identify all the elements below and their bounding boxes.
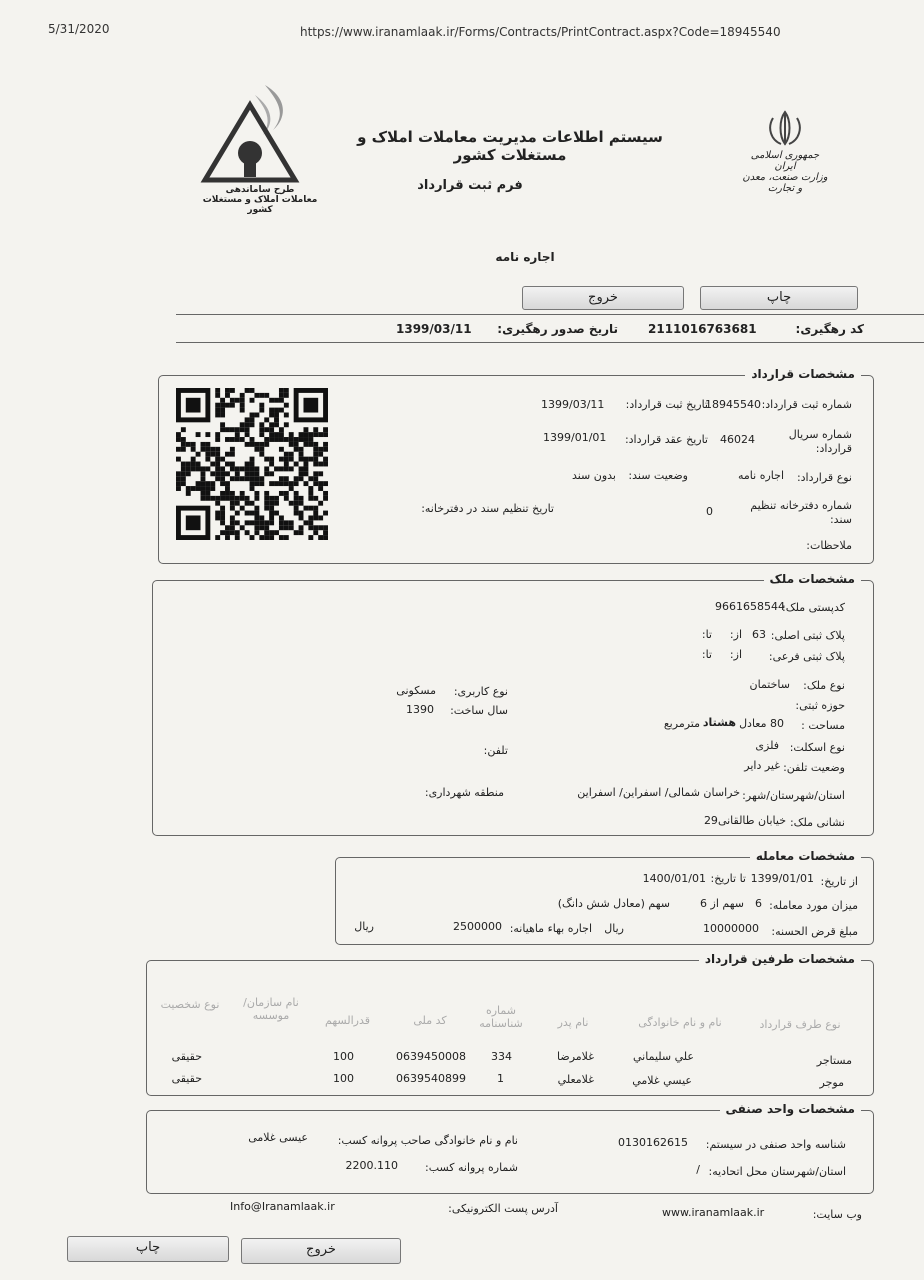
build-year-value: 1390 xyxy=(406,703,434,716)
print-button[interactable]: چاپ xyxy=(700,286,858,310)
main-plaque-value: 63 xyxy=(752,628,766,641)
header-share: قدرالسهم xyxy=(325,1014,370,1027)
sub-plaque-label: پلاک ثبتی فرعی: xyxy=(768,650,845,663)
to-date-label: تا تاریخ: xyxy=(710,872,746,885)
phone-label: تلفن: xyxy=(483,744,508,757)
office-label-2: سند: xyxy=(829,513,852,526)
row-2-father: غلامعلي xyxy=(557,1073,594,1086)
row-1-person-type: حقیقی xyxy=(171,1050,202,1063)
license-label: شماره پروانه کسب: xyxy=(424,1161,518,1174)
property-section-title: مشخصات ملک xyxy=(764,572,861,586)
deposit-value: 10000000 xyxy=(703,922,759,935)
deposit-label: مبلغ قرض الحسنه: xyxy=(771,925,858,938)
document-type: اجاره نامه xyxy=(495,250,555,264)
logo-text-1: طرح ساماندهی xyxy=(225,185,295,195)
city-value: خراسان شمالی/ اسفراین/ اسفراین xyxy=(577,786,740,799)
reg-no-value: 18945540 xyxy=(705,398,761,411)
contract-section-title: مشخصات قرارداد xyxy=(745,367,861,381)
agency-location-label: استان/شهرستان محل اتحادیه: xyxy=(708,1165,846,1178)
row-2-name: عيسي غلامي xyxy=(632,1074,692,1087)
header-national-code: کد ملی xyxy=(413,1014,447,1027)
row-1-id-no: 334 xyxy=(491,1050,512,1063)
share-label: میزان مورد معامله: xyxy=(769,899,858,912)
row-1-party-type: مستاجر xyxy=(816,1054,852,1067)
to-date-value: 1400/01/01 xyxy=(642,872,706,885)
postal-label: کدپستی ملک: xyxy=(782,601,845,614)
emblem-icon xyxy=(765,110,805,146)
tracking-date-label: تاریخ صدور رهگیری: xyxy=(497,322,618,336)
main-plaque-label: پلاک ثبتی اصلی: xyxy=(770,629,845,642)
city-label: استان/شهرستان/شهر: xyxy=(742,789,845,802)
area-value: 80 معادل xyxy=(739,717,784,730)
office-label-1: شماره دفترخانه تنظیم xyxy=(750,499,852,512)
postal-value: 9661658544 xyxy=(715,600,785,613)
system-title: سیستم اطلاعات مدیریت معاملات املاک و مستغلات کشور xyxy=(357,128,663,164)
email-value[interactable]: Info@Iranamlaak.ir xyxy=(230,1200,335,1213)
property-kind-value: ساختمان xyxy=(749,678,790,691)
sign-date-value: 1399/01/01 xyxy=(543,431,607,444)
area-words: هشتاد xyxy=(702,716,736,729)
sign-date-label: تاریخ عقد قرارداد: xyxy=(624,433,708,446)
emblem-text-1: جمهوری اسلامی ایران xyxy=(750,150,820,172)
phone-status-label: وضعیت تلفن: xyxy=(783,761,845,774)
sub-plaque-to-label: تا: xyxy=(701,648,712,661)
notes-label: ملاحظات: xyxy=(806,539,852,552)
owner-label: نام و نام خانوادگی صاحب پروانه کسب: xyxy=(337,1134,518,1147)
share-of: سهم از 6 xyxy=(700,897,744,910)
email-label: آدرس پست الکترونیکی: xyxy=(448,1202,558,1215)
doc-status-value: بدون سند xyxy=(571,469,616,482)
share-unit: سهم (معادل شش دانگ) xyxy=(557,897,670,910)
phone-status-value: غیر دایر xyxy=(744,759,780,772)
license-value: 2200.110 xyxy=(345,1159,398,1172)
office-date-label: تاریخ تنظیم سند در دفترخانه: xyxy=(421,502,554,515)
main-plaque-from-label: از: xyxy=(729,628,742,641)
area-label: مساحت : xyxy=(801,719,845,732)
zone-label: حوزه ثبتی: xyxy=(795,699,845,712)
rent-value: 2500000 xyxy=(453,920,502,933)
main-plaque-to-label: تا: xyxy=(701,628,712,641)
header-org-name: نام سازمان/ موسسه xyxy=(243,996,299,1022)
header-person-type: نوع شخصیت xyxy=(160,998,220,1011)
website-label: وب سایت: xyxy=(812,1208,862,1221)
emblem-text-2: وزارت صنعت، معدن و تجارت xyxy=(742,172,828,194)
property-kind-label: نوع ملک: xyxy=(803,679,845,692)
area-unit: مترمربع xyxy=(663,717,700,730)
row-2-id-no: 1 xyxy=(497,1072,504,1085)
row-2-person-type: حقیقی xyxy=(171,1072,202,1085)
form-title: فرم ثبت قرارداد xyxy=(417,178,523,193)
agency-section xyxy=(146,1102,874,1194)
serial-value: 46024 xyxy=(720,433,755,446)
header-party-type: نوع طرف قرارداد xyxy=(759,1018,841,1031)
skeleton-label: نوع اسکلت: xyxy=(789,741,845,754)
organization-logo xyxy=(195,75,325,215)
agency-section-title: مشخصات واحد صنفی xyxy=(720,1102,861,1116)
office-value: 0 xyxy=(706,505,713,518)
municipal-label: منطقه شهرداری: xyxy=(424,786,504,799)
address-value: خیابان طالقانی29 xyxy=(703,814,786,827)
header-father: نام پدر xyxy=(557,1016,589,1029)
agency-id-value: 0130162615 xyxy=(618,1136,688,1149)
header-id-no: شماره شناسنامه xyxy=(479,1004,523,1030)
agency-id-label: شناسه واحد صنفی در سیستم: xyxy=(705,1138,846,1151)
print-button-bottom[interactable]: چاپ xyxy=(67,1236,229,1262)
serial-label-1: شماره سریال xyxy=(788,428,852,441)
parties-section-title: مشخصات طرفین قرارداد xyxy=(699,952,861,966)
address-label: نشانی ملک: xyxy=(789,816,845,829)
exit-button[interactable]: خروج xyxy=(522,286,684,310)
rent-rial: ریال xyxy=(354,920,374,933)
build-year-label: سال ساخت: xyxy=(450,704,508,717)
row-1-national-code: 0639450008 xyxy=(396,1050,466,1063)
sub-plaque-from-label: از: xyxy=(729,648,742,661)
doc-status-label: وضعیت سند: xyxy=(628,469,688,482)
qr-code-icon xyxy=(175,388,329,540)
usage-value: مسکونی xyxy=(396,684,436,697)
usage-label: نوع کاربری: xyxy=(453,685,508,698)
deposit-rial: ریال xyxy=(604,922,624,935)
logo-text-2: معاملات املاک و مستغلات کشور xyxy=(202,195,318,215)
from-date-value: 1399/01/01 xyxy=(750,872,814,885)
rent-label: اجاره بهاء ماهیانه: xyxy=(509,922,592,935)
row-2-party-type: موجر xyxy=(819,1076,844,1089)
row-1-father: غلامرضا xyxy=(557,1050,594,1063)
from-date-label: از تاریخ: xyxy=(820,875,858,888)
contract-type-label: نوع قرارداد: xyxy=(796,471,852,484)
row-2-share: 100 xyxy=(333,1072,354,1085)
row-1-share: 100 xyxy=(333,1050,354,1063)
row-2-national-code: 0639540899 xyxy=(396,1072,466,1085)
row-1-name: علي سليماني xyxy=(633,1050,694,1063)
header-name: نام و نام خانوادگی xyxy=(638,1016,722,1029)
contract-type-value: اجاره نامه xyxy=(738,469,784,482)
owner-value: عیسی غلامی xyxy=(248,1131,308,1144)
exit-button-bottom[interactable]: خروج xyxy=(241,1238,401,1264)
skeleton-value: فلزی xyxy=(755,739,779,752)
reg-no-label: شماره ثبت قرارداد: xyxy=(761,398,852,411)
tracking-date-value: 1399/03/11 xyxy=(396,322,472,336)
divider xyxy=(176,342,924,343)
serial-label-2: قرارداد: xyxy=(815,442,852,455)
print-date: 5/31/2020 xyxy=(48,22,110,36)
print-url: https://www.iranamlaak.ir/Forms/Contracts/PrintContract.aspx?Code=18945540 xyxy=(300,25,781,39)
divider xyxy=(176,314,924,315)
share-value: 6 xyxy=(755,897,762,910)
reg-date-label: تاریخ ثبت قرارداد: xyxy=(625,398,708,411)
transaction-section-title: مشخصات معامله xyxy=(750,849,861,863)
agency-location-value: / xyxy=(696,1163,700,1176)
reg-date-value: 1399/03/11 xyxy=(541,398,605,411)
website-value[interactable]: www.iranamlaak.ir xyxy=(662,1206,765,1219)
tracking-code-value: 2111016763681 xyxy=(648,322,757,336)
tracking-code-label: کد رهگیری: xyxy=(795,322,864,336)
government-emblem xyxy=(740,110,830,194)
